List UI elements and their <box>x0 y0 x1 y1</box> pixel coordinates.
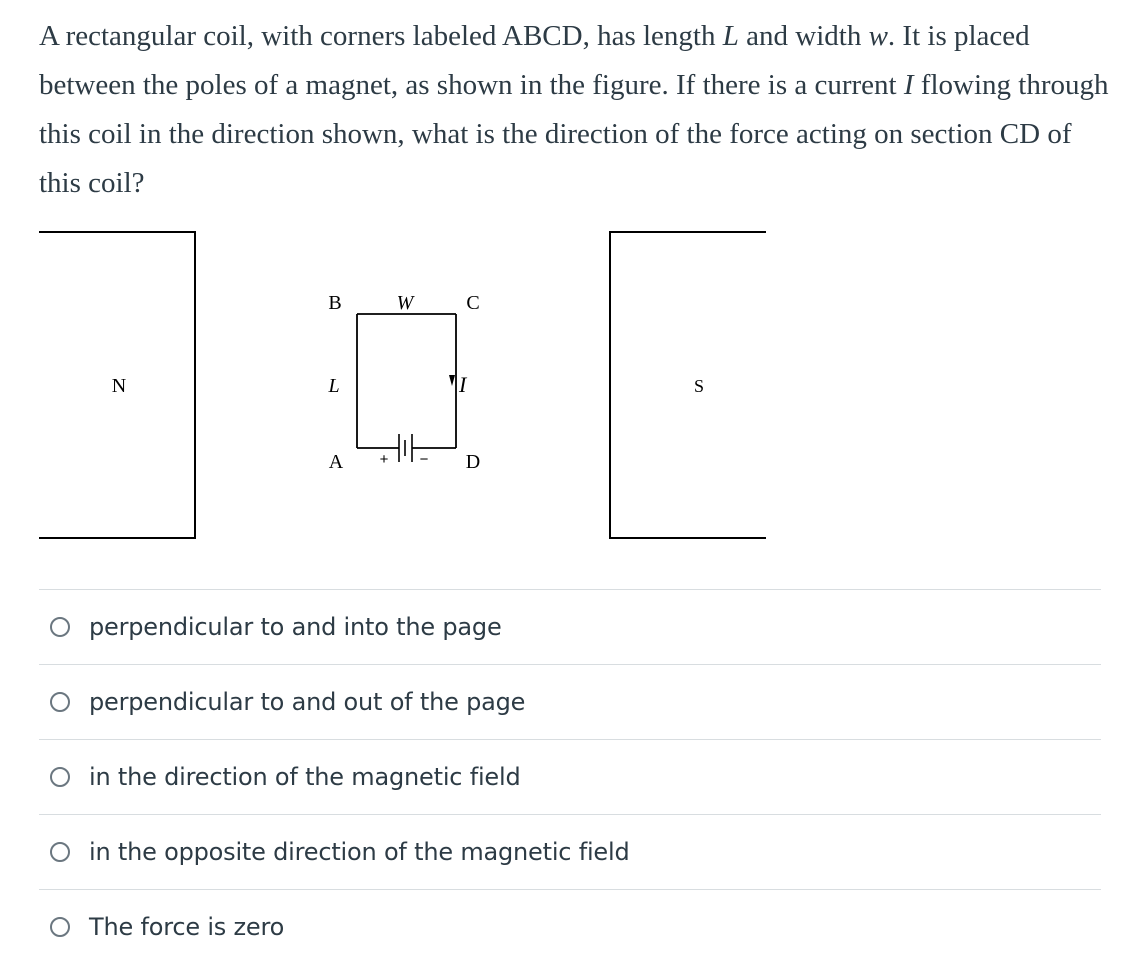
north-pole-label: N <box>111 375 127 397</box>
length-label: L <box>328 375 340 397</box>
radio-button-icon[interactable] <box>50 842 70 862</box>
answer-label: in the direction of the magnetic field <box>89 763 521 791</box>
battery-icon <box>399 434 412 462</box>
answer-label: The force is zero <box>89 913 285 941</box>
question-part-3: . It is placed between the poles of a magnet, as shown in the figure. If there is a current <box>39 20 1030 101</box>
battery-minus-label: − <box>419 451 429 468</box>
radio-button-icon[interactable] <box>50 767 70 787</box>
length-symbol: L <box>722 20 739 52</box>
current-symbol: I <box>903 69 914 101</box>
corner-a-label: A <box>328 451 344 473</box>
question-part-1: A rectangular coil, with corners labeled ABCD, has length <box>39 20 723 52</box>
corner-d-label: D <box>465 451 481 473</box>
answer-list <box>39 589 1101 964</box>
answer-label: perpendicular to and out of the page <box>89 688 526 716</box>
question-text <box>39 12 1109 208</box>
radio-button-icon[interactable] <box>50 617 70 637</box>
radio-button-icon[interactable] <box>50 917 70 937</box>
answer-option[interactable] <box>39 664 1101 739</box>
question-part-4: flowing through this coil in the direction shown, what is the direction of the force acting on section CD of this coil? <box>39 69 1109 199</box>
answer-option[interactable] <box>39 889 1101 964</box>
battery-plus-label: + <box>379 451 389 468</box>
south-pole-label: S <box>693 376 705 396</box>
current-label: I <box>459 372 467 397</box>
corner-c-label: C <box>466 292 480 314</box>
width-label: W <box>396 292 414 314</box>
question-part-2: and width <box>738 20 869 52</box>
answer-option[interactable] <box>39 589 1101 664</box>
answer-option[interactable] <box>39 739 1101 814</box>
answer-label: perpendicular to and into the page <box>89 613 502 641</box>
south-pole-outline <box>610 232 766 538</box>
answer-option[interactable] <box>39 814 1101 889</box>
width-symbol: w <box>868 20 888 52</box>
magnet-coil-figure <box>0 220 800 550</box>
radio-button-icon[interactable] <box>50 692 70 712</box>
current-arrow-icon <box>449 375 455 386</box>
corner-b-label: B <box>328 292 342 314</box>
answer-label: in the opposite direction of the magnetic field <box>89 838 630 866</box>
